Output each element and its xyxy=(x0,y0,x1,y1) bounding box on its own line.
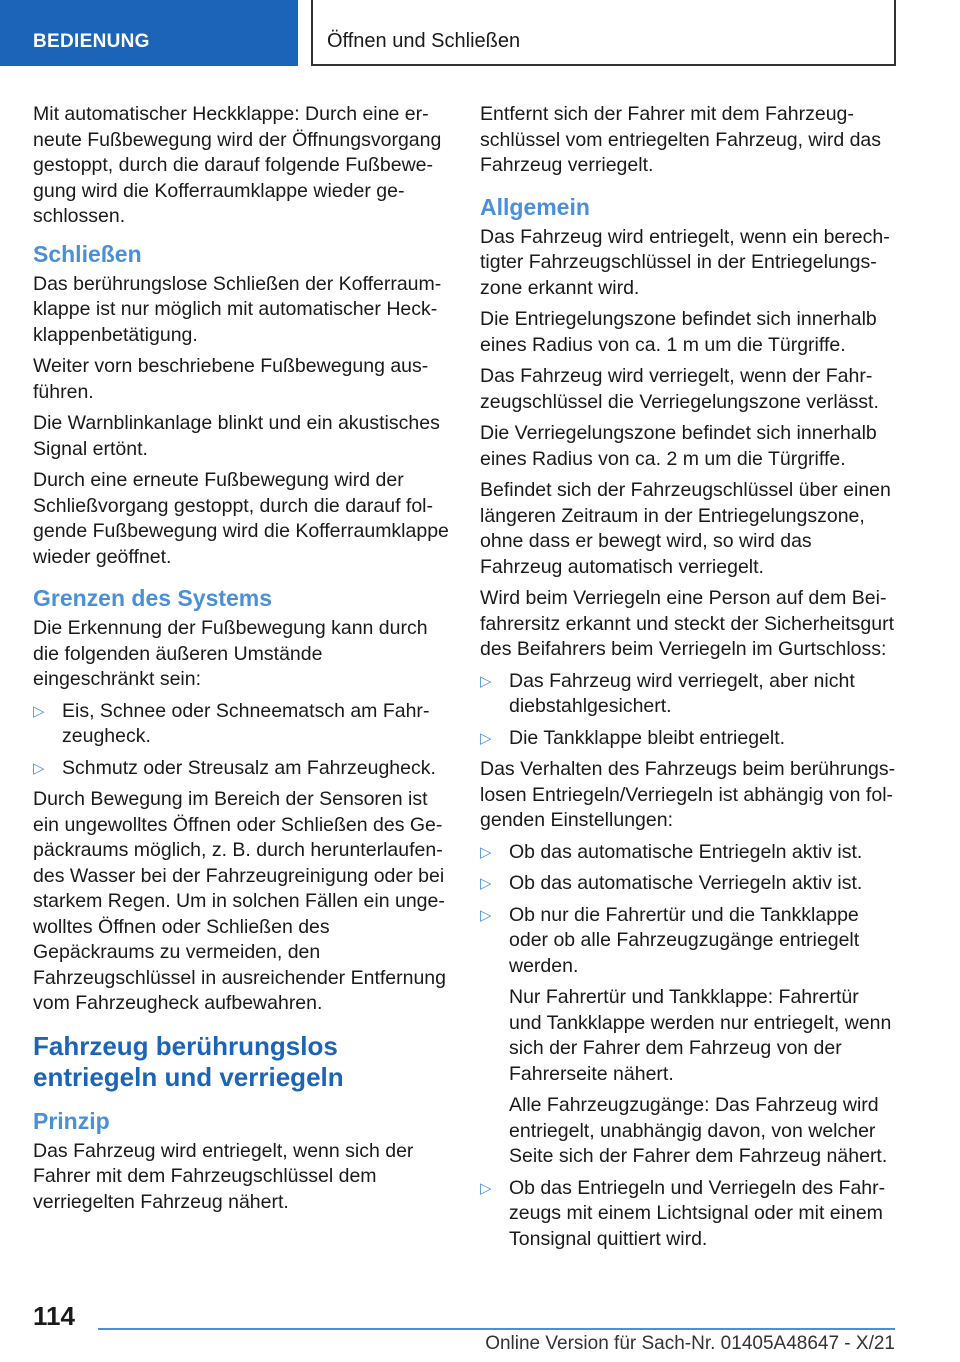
paragraph: Mit automatischer Heckklappe: Durch eine erneute Fußbewegung wird der Öffnungsvorgang gestoppt, durch die darauf folgende Fußbewegung wird die Kofferraumklappe wieder geschlossen. xyxy=(33,103,442,227)
right-column xyxy=(480,102,896,1258)
triangle-bullet-icon: ▷ xyxy=(480,672,492,690)
triangle-bullet-icon: ▷ xyxy=(480,875,492,892)
left-column xyxy=(33,102,449,1221)
paragraph: Das Fahrzeug wird entriegelt, wenn ein berechtigter Fahrzeugschlüssel in der Entriegelungszone erkannt wird. xyxy=(480,225,890,299)
paragraph: Die Erkennung der Fußbewegung kann durch die folgenden äußeren Umstände eingeschränkt sein: xyxy=(33,617,428,690)
header-divider xyxy=(311,0,313,66)
paragraph: Weiter vorn beschriebene Fußbewegung ausführen. xyxy=(33,355,429,403)
paragraph: Die Warnblinkanlage blinkt und ein akustisches Signal ertönt. xyxy=(33,412,440,460)
paragraph: Das Fahrzeug wird verriegelt, wenn der Fahrzeugschlüssel die Verriegelungszone verlässt. xyxy=(480,365,879,413)
list-subparagraph: Alle Fahrzeugzugänge: Das Fahrzeug wird entriegelt, unabhängig davon, von welcher Seite sich der Fahrer dem Fahrzeug nähert. xyxy=(509,1094,888,1167)
list-item: ▷ Ob das automatische Entriegeln aktiv ist. xyxy=(480,840,896,866)
triangle-bullet-icon: ▷ xyxy=(480,1179,492,1197)
header-rule xyxy=(311,64,896,66)
heading-main: Fahrzeug berührungslos entriegeln und verriegeln xyxy=(33,1030,344,1092)
section-label: BEDIENUNG xyxy=(0,0,298,66)
list-item: ▷ Ob das automatische Verriegeln aktiv ist. xyxy=(480,871,896,897)
bullet-list xyxy=(33,699,449,782)
heading-allgemein: Allgemein xyxy=(480,193,590,220)
paragraph: Die Verriegelungszone befindet sich innerhalb eines Radius von ca. 2 m um die Türgriffe. xyxy=(480,422,877,470)
list-item: ▷ Das Fahrzeug wird verriegelt, aber nicht diebstahlgesichert. xyxy=(480,669,855,717)
triangle-bullet-icon: ▷ xyxy=(480,729,492,747)
chapter-title: Öffnen und Schließen xyxy=(327,30,521,52)
triangle-bullet-icon: ▷ xyxy=(480,843,492,861)
paragraph: Wird beim Verriegeln eine Person auf dem Beifahrersitz erkannt und steckt der Sicherheitsgurt des Beifahrers beim Verriegeln im Gurtschloss: xyxy=(480,587,895,660)
paragraph: Entfernt sich der Fahrer mit dem Fahrzeugschlüssel vom entriegelten Fahrzeug, wird das Fahrzeug verriegelt. xyxy=(480,103,882,176)
page-header xyxy=(0,0,960,66)
footer-rule xyxy=(98,1328,895,1330)
paragraph: Durch eine erneute Fußbewegung wird der Schließvorgang gestoppt, durch die darauf folgende Fußbewegung wird die Kofferraumklappe wieder geöffnet. xyxy=(33,469,449,568)
list-item: ▷ Ob das Entriegeln und Verriegeln des Fahrzeugs mit einem Lichtsignal oder mit einem Tonsignal quittiert wird. xyxy=(480,1176,886,1250)
triangle-bullet-icon: ▷ xyxy=(33,759,45,777)
list-item: ▷ Die Tankklappe bleibt entriegelt. xyxy=(480,726,896,752)
page-number: 114 xyxy=(33,1301,75,1331)
bullet-list xyxy=(480,840,896,1253)
list-item: ▷ Ob nur die Fahrertür und die Tankklappe oder ob alle Fahrzeugzugänge entriegelt werden. Nur Fahrertür und Tankklappe: Fahrertür und Tankklappe werden nur entriegelt, wenn sich der Fahrer dem Fahrzeug von der Fahrerseite nähert. Alle Fahrzeugzugänge: Das Fahrzeug wird entriegelt, unabhängig davon, von welcher Seite sich der Fahrer dem Fahrzeug nähert. xyxy=(480,903,896,1170)
paragraph: Das berührungslose Schließen der Kofferraumklappe ist nur möglich mit automatischer Heckklappenbetätigung. xyxy=(33,272,442,346)
heading-schliessen: Schließen xyxy=(33,240,142,267)
paragraph: Befindet sich der Fahrzeugschlüssel über einen längeren Zeitraum in der Entriegelungszone, ohne dass er bewegt wird, so wird das Fahrzeug automatisch verriegelt. xyxy=(480,479,891,578)
heading-prinzip: Prinzip xyxy=(33,1107,110,1134)
heading-grenzen: Grenzen des Systems xyxy=(33,585,273,611)
footer-version: Online Version für Sach-Nr. 01405A48647 - X/21 xyxy=(485,1333,895,1354)
paragraph: Das Verhalten des Fahrzeugs beim berührungslosen Entriegeln/Verriegeln ist abhängig von folgenden Einstellungen: xyxy=(480,758,896,831)
bullet-list xyxy=(480,669,896,752)
list-item: ▷ Schmutz oder Streusalz am Fahrzeugheck. xyxy=(33,756,449,782)
paragraph: Die Entriegelungszone befindet sich innerhalb eines Radius von ca. 1 m um die Türgriffe. xyxy=(480,308,877,356)
triangle-bullet-icon: ▷ xyxy=(480,906,492,924)
triangle-bullet-icon: ▷ xyxy=(33,702,45,720)
header-end-divider xyxy=(894,0,896,66)
paragraph: Durch Bewegung im Bereich der Sensoren ist ein ungewolltes Öffnen oder Schließen des Gepäckraums möglich, z. B. durch herunterlaufendes Wasser bei der Fahrzeugreinigung oder bei starkem Regen. Um in solchen Fällen ein ungewolltes Öffnen oder Schließen des Gepäckraums zu vermeiden, den Fahrzeugschlüssel in ausreichender Entfernung vom Fahrzeugheck aufbewahren. xyxy=(33,788,446,1014)
list-subparagraph: Nur Fahrertür und Tankklappe: Fahrertür und Tankklappe werden nur entriegelt, wenn sich der Fahrer dem Fahrzeug von der Fahrerseite nähert. xyxy=(509,986,892,1085)
paragraph: Das Fahrzeug wird entriegelt, wenn sich der Fahrer mit dem Fahrzeugschlüssel dem verriegelten Fahrzeug nähert. xyxy=(33,1139,414,1213)
list-item: ▷ Eis, Schnee oder Schneematsch am Fahrzeugheck. xyxy=(33,699,430,747)
